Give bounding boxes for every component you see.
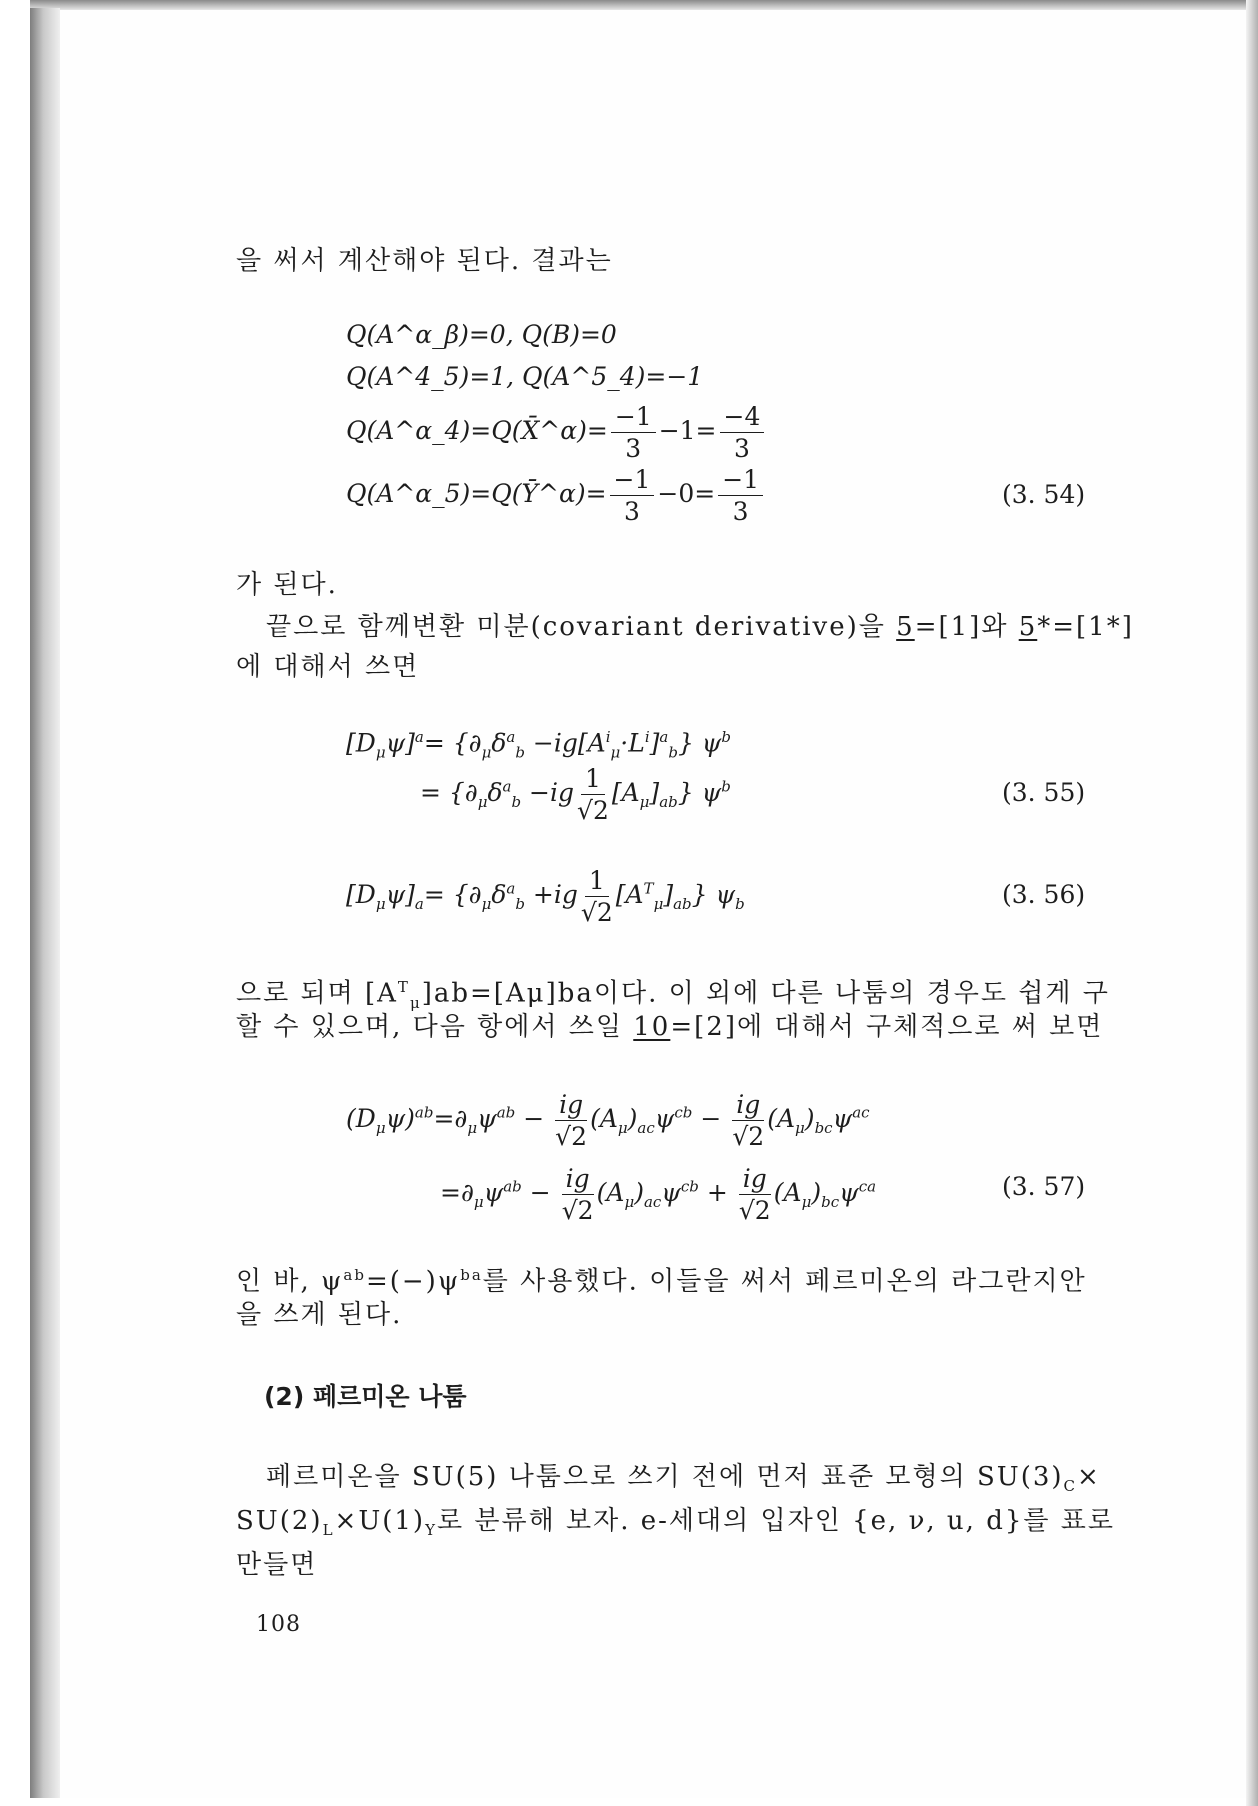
equation-357-line1: $(D_\mu\psi)^{ab}=\partial_\mu\psi^{ab}$ − $\frac{ig}{√2}$ $(A_\mu)_{ac}\psi^{cb}$ − $\frac{ig}{√2}$ $(A_\mu)_{bc}\psi^{ac}$ bbox=[346, 1090, 870, 1151]
equation-355-line2: = {$\partial_\mu\delta^a_b -ig$ $\frac{1}{√2}$ $[A_\mu]_{ab}$} $\psi^b$ bbox=[420, 764, 731, 825]
page-number: 108 bbox=[256, 1612, 301, 1637]
paragraph-antisymmetric-line2: 을 쓰게 된다. bbox=[236, 1300, 403, 1330]
paragraph-antisymmetric-line1: 인 바, $\psi^{ab}=(-)\psi^{ba}$를 사용했다. 이들을 써서 페르미온의 라그란지안 bbox=[236, 1266, 1087, 1297]
equation-number-356: (3. 56) bbox=[1002, 880, 1086, 909]
page-top-edge bbox=[30, 0, 1250, 10]
paragraph-covariant-line1: 끝으로 함께변환 미분(covariant derivative)을 5=[1]와 5*=[1*] bbox=[266, 612, 1134, 642]
equation-354-line3: Q(A^α_4)=Q(X̄^α)= $\frac{-1}{3}$ −1= $\frac{-4}{3}$ bbox=[346, 404, 767, 461]
equation-354-line4: Q(A^α_5)=Q(Ȳ^α)= $\frac{-1}{3}$ −0= $\frac{-1}{3}$ bbox=[346, 467, 766, 524]
equation-number-357: (3. 57) bbox=[1002, 1172, 1086, 1201]
paragraph-transpose-line2: 할 수 있으며, 다음 항에서 쓰일 10=[2]에 대해서 구체적으로 써 보면 bbox=[236, 1012, 1104, 1042]
equation-356: $[D_\mu\psi]_a= \{\partial_\mu\delta^a_b +ig$ $\frac{1}{√2}$ $[A^T_\mu]_{ab}$} $\psi_b$ bbox=[346, 866, 745, 927]
equation-354-line2: Q(A^4_5)=1, Q(A^5_4)=−1 bbox=[346, 362, 704, 391]
book-spine-edge bbox=[30, 8, 60, 1798]
equation-355-line1: $[D_\mu\psi]^a= \{\partial_\mu\delta^a_b -ig[A^i_\mu\cdot L^i]^a_b\}$ $\psi^b$ bbox=[346, 728, 732, 762]
section-heading: (2) 페르미온 나툼 bbox=[264, 1382, 467, 1411]
page-right-edge bbox=[1246, 0, 1258, 1806]
paragraph-fermion-line2: $SU(2)_L\times U(1)_Y$로 분류해 보자. e-세대의 입자인 {e, ν, u, d}를 표로 bbox=[236, 1506, 1115, 1540]
equation-number-355: (3. 55) bbox=[1002, 778, 1086, 807]
equation-number-354: (3. 54) bbox=[1002, 480, 1086, 509]
paragraph-result: 가 된다. bbox=[236, 570, 338, 600]
paragraph-intro: 을 써서 계산해야 된다. 결과는 bbox=[236, 246, 613, 276]
paragraph-fermion-line1: 페르미온을 SU(5) 나툼으로 쓰기 전에 먼저 표준 모형의 $SU(3)_C\times$ bbox=[266, 1462, 1101, 1496]
equation-357-line2: $=\partial_\mu\psi^{ab}$ − $\frac{ig}{√2}$ $(A_\mu)_{ac}\psi^{cb}$ + $\frac{ig}{√2}$ $(A_\mu)_{bc}\psi^{ca}$ bbox=[440, 1164, 877, 1225]
paragraph-transpose-line1: 으로 되며 $[A^T_\mu]ab=[A\mu]ba$이다. 이 외에 다른 나툼의 경우도 쉽게 구 bbox=[236, 978, 1110, 1012]
paragraph-fermion-line3: 만들면 bbox=[236, 1550, 318, 1580]
equation-354-line1: Q(A^α_β)=0, Q(B)=0 bbox=[346, 320, 617, 349]
paragraph-covariant-line2: 에 대해서 쓰면 bbox=[236, 652, 420, 682]
